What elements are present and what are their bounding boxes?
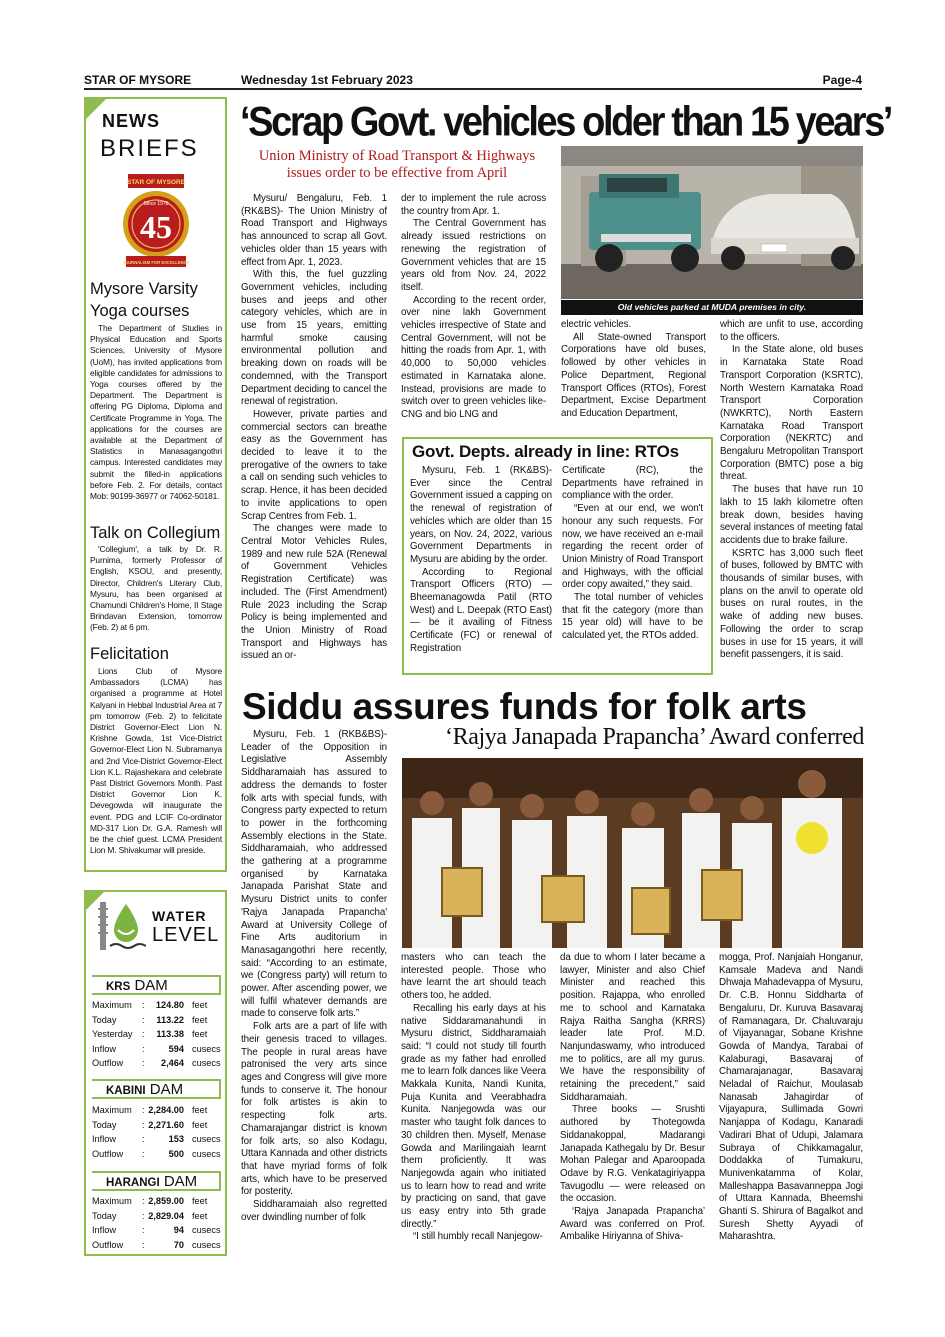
dam-row: Inflow : 594 cusecs xyxy=(92,1043,221,1054)
photo-caption-old-vehicles: Old vehicles parked at MUDA premises in city. xyxy=(561,300,863,315)
dam-table-kabini xyxy=(90,1105,222,1163)
award-ceremony-illustration xyxy=(402,758,863,948)
publication-name: STAR OF MYSORE xyxy=(84,73,192,87)
dam-row: Inflow : 94 cusecs xyxy=(92,1225,221,1236)
headline-folk-arts: Siddu assures funds for folk arts xyxy=(242,686,807,727)
brief-heading: Talk on Collegium xyxy=(90,524,221,542)
logo-since: Since 1978 xyxy=(143,201,169,207)
photo-old-vehicles xyxy=(561,146,863,299)
dam-header-kabini: KABINI DAM xyxy=(92,1079,221,1099)
dam-row: Maximum : 2,284.00 feet xyxy=(92,1105,208,1115)
photo-award-ceremony xyxy=(402,758,863,948)
dam-row: Today : 113.22 feet xyxy=(92,1014,208,1025)
story1-column-1: Mysuru/ Bengaluru, Feb. 1 (RK&BS)- The Union Ministry of Road Transport and Highways has announced to scrap all Govt. vehicles older than 15 years with effect from Apr. 1, 2023. With this, the fuel guzzling Government vehicles, including buses and jeeps and other category vehicles, which are in use from 15 years, emitting harmful smoke causing environmental pollution and breaking down on roads will be condemned, with the Transport Department deciding to cancel the renewal of registration. However, private parties and commercial sectors can breathe easy as the Government has decided to leave it to the prerogative of the owners to take a call on sending such vehicles to scrap. Hence, it has been decided to invite applications to open Scrap Centres from Feb. 1. The changes were made to Central Motor Vehicles Rules, 1989 and new rule 52A (Renewal of Government Vehicles Registration Certificate) was included. The (First Amendment) Rule 2023 including the Scrap Policy is being implemented and the Union Ministry of Road Transport and Highways has issued an or- xyxy=(241,193,387,662)
page-number: Page-4 xyxy=(822,73,862,87)
rto-box-column-1: Mysuru, Feb. 1 (RK&BS)- Ever since the Central Government issued a capping on the renewal of registration of vehicles which are older than 15 years, on Nov. 24, 2022, various Government Departments in Mysuru are abiding by the order. According to Regional Transport Officers (RTO) — Bheemanagowda Patil (RTO West) and L. Deepak (RTO East) — be it availing of Fitness Certificate (FC) or renewal of Registration xyxy=(410,465,552,654)
story2-column-4: mogga, Prof. Nanjaiah Honganur, Kamsale Madeva and Nandi Dhwaja Mahadevappa of Mysuru, Dr. C.B. Honnu Siddharta of Bengaluru, Dr. Kuruva Basavaraj of Ramanagara, Dr. Chaluvaraju of Vijayanagar, Sobane Krishne Gowda of Mandya, Tarabai of Kalaburagi, Basavaraj of Chamarajanagar, Basavaraj Neladal of Raichur, Moulasab Nanasab Jahagirdar of Vijayapura, Sullimada Gowri Nanjappa of Kodagu, Kanaradi Vadirari Bhat of Udupi, Jalamara Subraya of Chikkamagalur, Doddakka of Tumakuru, Munivenkatamma of Kolar, Malleshappa Basavanneppa Jogi of Uttara Kannada, Bheemshi Ghanti S. Shirura of Bagalkot and Suresh Shetty Ayyadi of Maharashtra. xyxy=(719,952,863,1243)
news-briefs-panel xyxy=(84,97,227,872)
subhead-scrap-vehicles: Union Ministry of Road Transport & Highways issues order to be effective from April xyxy=(258,148,536,181)
masthead xyxy=(84,72,862,90)
subhead-folk-arts: ‘Rajya Janapada Prapancha’ Award conferred xyxy=(445,724,864,750)
brief-body: Lions Club of Mysore Ambassadors (LCMA) has organised a programme at Hotel Kalyani in Hebbal Industrial Area at 7 pm tomorrow (Feb. 2) to felicitate District Governor-Elect Lion N. Krishne Gowda, 1st Vice-District Governor-Elect Lion N. Subramanya and 2nd Vice-District Governor-Elect Lion K.L. Rajashekara and celebrate Past District Governors Month. Past District Governor Lion K. Devegowda will inaugurate the event. PDG and LCIF Co-ordinator MD-317 Lion Dr. G.A. Ramesh will be the chief guest. LCMA President Lion M. Shivakumar will preside. xyxy=(90,666,222,856)
story2-column-3: da due to whom I later became a lawyer, Minister and also Chief Minister and reached this position. Rajappa, who enrolled me to school and Karnataka Rajya Raitha Sangha (KRRS) leader late Prof. M.D. Nanjundaswamy, who introduced me to politics, are all my gurus. We have the responsibility of retaining the precedent,” said Siddharamaiah. Three books — Srushti authored by Thotegowda Siddanakoppal, Madarangi Janapada Kathegalu by Dr. Besur Mohan Palegar and Aparoopada Odave by R.G. Venkatagiriyappa Tavugodlu — were released on the occasion. ‘Rajya Janapada Prapancha’ Award was conferred on Prof. Ambalike Hiriyanna of Shiva- xyxy=(560,952,705,1243)
dam-row: Outflow : 2,464 cusecs xyxy=(92,1058,221,1069)
logo-text-bottom: JOURNALISM FOR EXCELLENCE xyxy=(122,260,190,265)
dam-table-harangi xyxy=(90,1196,222,1254)
news-briefs-title-bottom: BRIEFS xyxy=(100,135,199,162)
dam-row: Outflow : 500 cusecs xyxy=(92,1148,221,1159)
story1-column-3: electric vehicles. All State-owned Transport Corporations have old buses, followed by other vehicles in Police Department, Regional Transport Offices (RTOs), Forest Department, Excise Department and Education Department, xyxy=(561,319,706,419)
dam-table-krs xyxy=(90,1000,222,1073)
dam-row: Today : 2,829.04 feet xyxy=(92,1210,208,1221)
brief-body: The Department of Studies in Physical Education and Sports Sciences, University of Mysore (UoM), has invited applications from eligible candidates for admissions to Yoga courses offered by the Department. The Department is offering PG Diploma, Diploma and Certificate Programme in Yoga. The applications for the courses are available at the Department of Statistics in Manasagangothri campus. Interested candidates may submit the filled-in applications before Feb. 2. For details, contact Mob: 90199-36977 or 74062-50181. xyxy=(90,323,222,502)
star-of-mysore-45-logo xyxy=(122,174,190,278)
rto-box-column-2: Certificate (RC), the Departments have refrained in compliance with the order. “Even at our end, we won't honour any such requests. For now, we have received an e-mail regarding the recent order of Union Ministry of Road Transport and Highways, with the official order copy awaited,” they said. The total number of vehicles that fit the category (more than 15 year old) will have to be calculated yet, the RTOs added. xyxy=(562,465,703,642)
dam-header-harangi: HARANGI DAM xyxy=(92,1171,221,1191)
dam-row: Today : 2,271.60 feet xyxy=(92,1119,208,1130)
brief-body: 'Collegium', a talk by Dr. R. Purnima, formerly Professor of English, KSOU, and presently, Director, Children's Literary Club, Mysuru, has been organised at Chamundi Children's Home, II Stage Brindavan Extension, tomorrow (Feb. 2) at 6 pm. xyxy=(90,544,222,633)
brief-heading: Felicitation xyxy=(90,645,169,663)
logo-number: 45 xyxy=(140,209,172,245)
story1-column-4: which are unfit to use, according to the officers. In the State alone, old buses in Karnataka State Road Transport Corporation (KSRTC), North Western Karnataka Road Transport Corporation (NWKRTC), North Eastern Karnataka Road Transport Corporation (NEKRTC) and Bengaluru Metropolitan Transport Corporation (BMTC) pose a big threat. The buses that have run 10 lakh to 15 lakh kilometre often break down, besides having several instances of meeting fatal accidents due to brake failure. KSRTC has 3,000 such fleet of buses, followed by BMTC with thousands of similar buses, with plans on the anvil to operate old buses on rural routes, in the wake of adding new buses. Following the order to scrap buses in use for 15 years, it will benefit passengers, it is said. xyxy=(720,319,863,661)
rto-box-heading: Govt. Depts. already in line: RTOs xyxy=(412,442,679,461)
brief-heading: Yoga courses xyxy=(90,302,190,320)
rto-sidebar-box xyxy=(402,437,713,675)
dam-row: Inflow : 153 cusecs xyxy=(92,1134,221,1145)
water-level-title-top: WATER xyxy=(152,908,207,924)
water-level-panel xyxy=(84,890,227,1256)
headline-scrap-vehicles: ‘Scrap Govt. vehicles older than 15 years’ xyxy=(240,99,892,146)
dam-row: Maximum : 2,859.00 feet xyxy=(92,1196,208,1206)
old-vehicles-illustration xyxy=(561,146,863,299)
dam-row: Yesterday : 113.38 feet xyxy=(92,1029,208,1040)
dam-header-krs: KRS DAM xyxy=(92,975,221,995)
story2-column-2: masters who can teach the interested people. Those who have learnt the art should teach others too, he added. Recalling his early days at his native Siddaramanahundi in Mysuru district, Siddharamaiah said: “I could not study till fourth grade as my father had enrolled me to learn folk dances like Veera Makkala Kunita, Nandi Kunita, Puja Kunita and Veerabhadra Kunita. Nanjegowda was our master who taught folk dances to 30 children then. Myself, Menase Gowda and Marilingaiah learnt them proficiently. It was Nanjegowda again who initiated us to learn how to read and write by practicing on sand, that gave us easy entry into 5th grade directly.” “I still humbly recall Nanjegow- xyxy=(401,952,546,1243)
dam-row: Maximum : 124.80 feet xyxy=(92,1000,208,1010)
dam-row: Outflow : 70 cusecs xyxy=(92,1239,221,1250)
issue-date: Wednesday 1st February 2023 xyxy=(241,73,413,87)
brief-heading: Mysore Varsity xyxy=(90,280,198,298)
story2-column-1: Mysuru, Feb. 1 (RKB&BS)- Leader of the Opposition in Legislative Assembly Siddharamaiah has assured to address the demands to foster folk arts with special funds, with Congress party expected to return to power in the forthcoming Assembly elections in the State. Siddharamaiah, who addressed the gathering at a programme organised by Karnataka Janapada Parishat State and Mysuru District units to confer 'Rajya Janapada Prapancha' Award at University College of Fine Arts auditorium in Manasagangothri here recently, said: “According to an estimate, we (Congress party) will return to power. After ascending power, we will fulfil whatever demands are made to conserve folk arts.” Folk arts are a part of life with their genesis traced to villages. The people in rural areas have patronised the very arts since ages and Congress will give more funds to conserve it. The honour for folk artistes is akin to respecting folk arts. Chamarajangar district is known for folk arts, so also Kodagu, Uttara Kannada and other districts that have myriad forms of folk arts, which have to be preserved for posterity. Siddharamaiah also regretted over dwindling number of folk xyxy=(241,729,387,1223)
news-briefs-title-top: NEWS xyxy=(102,111,160,131)
logo-text-top: STAR OF MYSORE xyxy=(126,179,186,186)
water-level-title-bottom: LEVEL xyxy=(152,924,220,946)
water-drop-icon xyxy=(96,898,146,954)
story1-column-2: der to implement the rule across the country from Apr. 1. The Central Government has already issued restrictions on renewing the registration of Government vehicles that are 15 years old from Nov. 24, 2022 itself. According to the recent order, over nine lakh Government vehicles irrespective of State and Central Government, will not be hitting the roads from Apr. 1, with 40,000 to 50,000 vehicles estimated in Karnataka alone. Instead, provisions are made to switch over to green vehicles like-CNG and bio LNG and xyxy=(401,193,546,420)
